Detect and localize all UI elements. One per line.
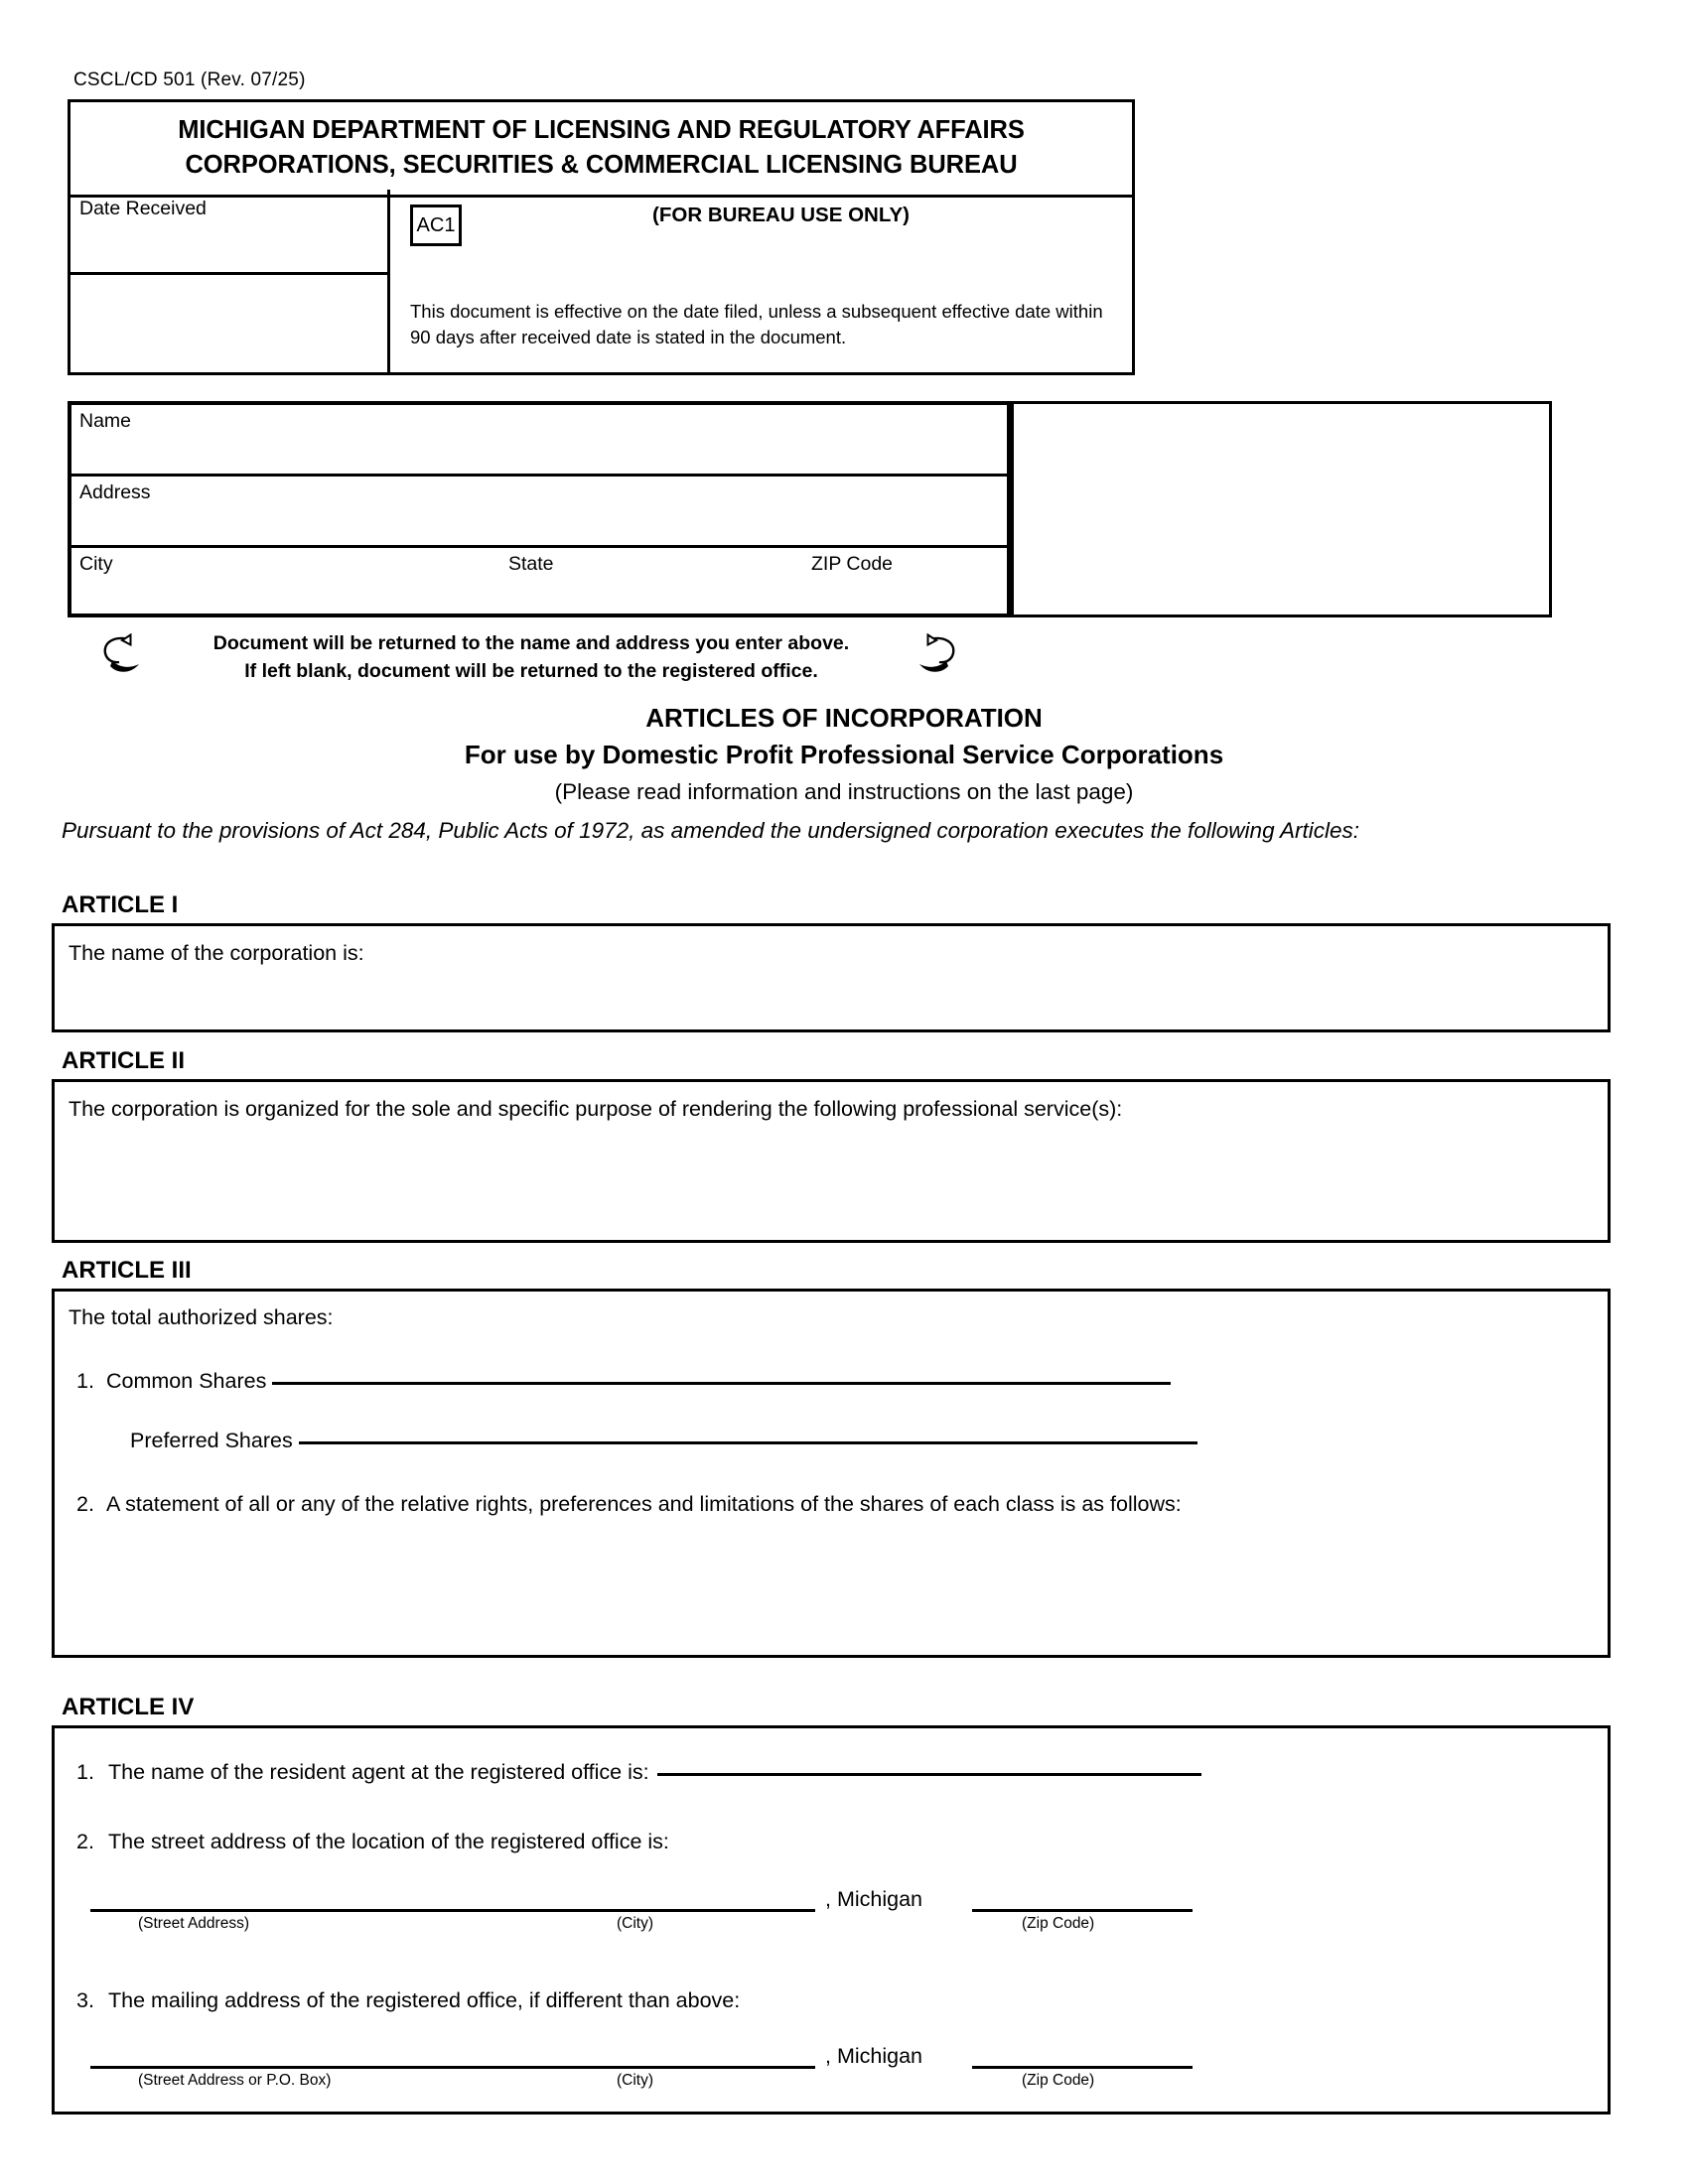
- article-1-heading: ARTICLE I: [62, 891, 179, 918]
- for-bureau-use-only-label: (FOR BUREAU USE ONLY): [652, 204, 910, 226]
- zip-sub-label-3: (Zip Code): [1022, 2072, 1095, 2089]
- document-subtitle: For use by Domestic Profit Professional Service Corporations: [464, 740, 1224, 769]
- return-state-label: State: [508, 553, 554, 575]
- return-city-state-zip-row[interactable]: [71, 548, 1007, 617]
- article-4-item1-number: 1.: [76, 1760, 94, 1784]
- article-2-body: The corporation is organized for the sole and specific purpose of rendering the following professional service(s):: [69, 1097, 1123, 1121]
- michigan-state-text-3: , Michigan: [825, 2044, 922, 2068]
- return-city-label: City: [79, 553, 113, 575]
- mailing-address-line: [90, 2044, 1580, 2089]
- article-4-box[interactable]: [52, 1725, 1611, 2115]
- zip-code-input-line-2[interactable]: [972, 1909, 1193, 1912]
- article-3-item1-number: 1.: [76, 1369, 94, 1393]
- article-3-item2-row: [76, 1492, 1182, 1517]
- michigan-state-text-2: , Michigan: [825, 1887, 922, 1911]
- resident-agent-input-line[interactable]: [657, 1773, 1201, 1776]
- city-sub-label-3: (City): [617, 2072, 654, 2089]
- mailing-address-label: The mailing address of the registered office, if different than above:: [108, 1988, 741, 2012]
- registered-office-street-label: The street address of the location of the registered office is:: [108, 1830, 669, 1853]
- ac1-code-text: AC1: [416, 213, 456, 236]
- preferred-shares-input-line[interactable]: [299, 1441, 1197, 1444]
- resident-agent-label: The name of the resident agent at the registered office is:: [108, 1760, 649, 1784]
- mailing-street-input-line[interactable]: [90, 2066, 815, 2069]
- return-note-line1: Document will be returned to the name and address you enter above.: [212, 632, 850, 654]
- form-number: CSCL/CD 501 (Rev. 07/25): [73, 69, 306, 90]
- resident-agent-row: [76, 1760, 1201, 1785]
- article-1-body: The name of the corporation is:: [69, 941, 364, 965]
- common-shares-row: [76, 1369, 1171, 1394]
- return-name-row[interactable]: [71, 405, 1007, 477]
- street-address-input-line[interactable]: [90, 1909, 815, 1912]
- registered-office-street-row: [76, 1830, 669, 1854]
- document-title: ARTICLES OF INCORPORATION: [645, 703, 1043, 733]
- date-received-cell-lower[interactable]: [70, 275, 390, 372]
- return-note-line2: If left blank, document will be returned to the registered office.: [244, 660, 818, 683]
- common-shares-label: Common Shares: [106, 1369, 267, 1393]
- article-3-heading: ARTICLE III: [62, 1257, 192, 1284]
- article-2-box[interactable]: [52, 1079, 1611, 1243]
- article-3-box[interactable]: [52, 1289, 1611, 1658]
- agency-title-line2: CORPORATIONS, SECURITIES & COMMERCIAL LICENSING BUREAU: [185, 151, 1018, 180]
- street-address-sub-label: (Street Address): [138, 1915, 249, 1932]
- agency-title: [70, 102, 1132, 195]
- agency-header-box: [68, 99, 1135, 198]
- bureau-use-cell: [390, 190, 1132, 372]
- article-3-item2-text: A statement of all or any of the relative rights, preferences and limitations of the shares of each class is as follows:: [106, 1492, 1182, 1516]
- mailing-address-row: [76, 1988, 740, 2013]
- registered-office-address-line: [90, 1887, 1580, 1932]
- date-received-cell[interactable]: [70, 190, 390, 275]
- preferred-shares-label: Preferred Shares: [130, 1429, 293, 1452]
- authorized-shares-intro: The total authorized shares:: [69, 1305, 334, 1329]
- article-2-heading: ARTICLE II: [62, 1047, 185, 1074]
- city-sub-label-2: (City): [617, 1915, 654, 1932]
- return-address-label: Address: [79, 481, 151, 503]
- preferred-shares-row: [130, 1429, 1197, 1453]
- bureau-use-row: [68, 190, 1135, 375]
- return-address-block: [68, 401, 1011, 617]
- return-note: [109, 629, 953, 685]
- zip-sub-label-2: (Zip Code): [1022, 1915, 1095, 1932]
- agency-title-line1: MICHIGAN DEPARTMENT OF LICENSING AND REGULATORY AFFAIRS: [178, 116, 1025, 144]
- street-po-box-sub-label: (Street Address or P.O. Box): [138, 2072, 332, 2089]
- article-1-box[interactable]: [52, 923, 1611, 1032]
- article-3-item2-number: 2.: [76, 1492, 94, 1516]
- article-4-item2-number: 2.: [76, 1830, 94, 1853]
- effective-date-note: This document is effective on the date filed, unless a subsequent effective date within 90 days after received date is stated in the document.: [410, 301, 1103, 348]
- zip-code-input-line-3[interactable]: [972, 2066, 1193, 2069]
- return-address-row[interactable]: [71, 477, 1007, 548]
- date-received-label: Date Received: [79, 198, 207, 219]
- return-name-label: Name: [79, 410, 132, 432]
- bureau-stamp-box: [1011, 401, 1552, 617]
- pursuant-statement: Pursuant to the provisions of Act 284, Public Acts of 1972, as amended the undersigned corporation executes the following Articles:: [62, 818, 1360, 843]
- article-4-item3-number: 3.: [76, 1988, 94, 2012]
- return-zip-label: ZIP Code: [811, 553, 894, 575]
- document-instructions-note: (Please read information and instructions on the last page): [554, 779, 1134, 804]
- article-4-heading: ARTICLE IV: [62, 1694, 195, 1720]
- common-shares-input-line[interactable]: [272, 1382, 1171, 1385]
